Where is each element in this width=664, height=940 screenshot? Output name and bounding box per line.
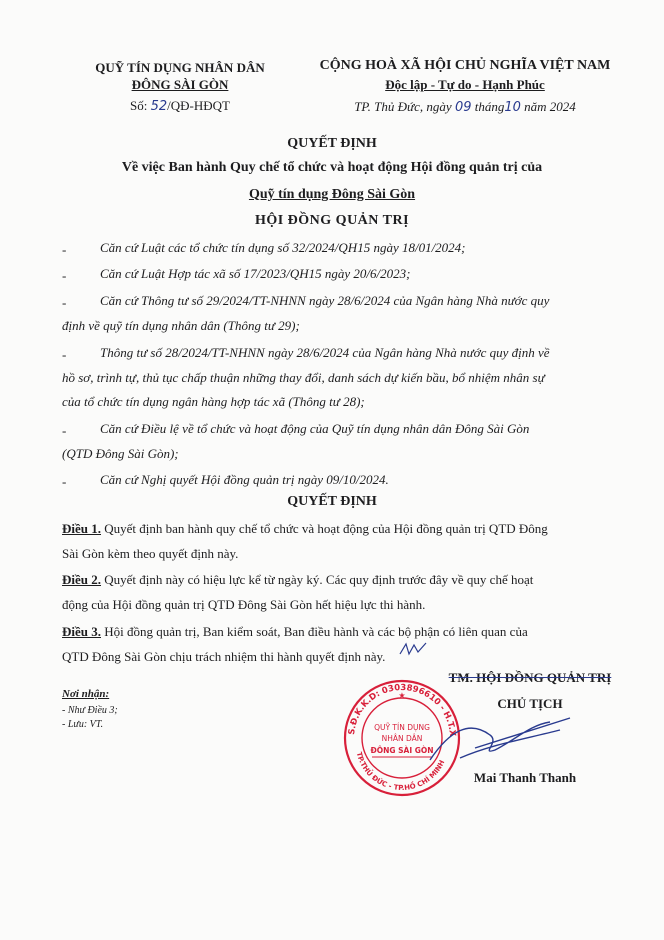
article-3-line1	[62, 624, 528, 640]
article-1-text: Quyết định ban hành quy chế tổ chức và hoạt động của Hội đồng quản trị QTD Đông	[101, 521, 548, 536]
decision-subject-org-text: Quỹ tín dụng Đông Sài Gòn	[248, 187, 416, 202]
recipient-1: - Như Điều 3;	[62, 705, 118, 716]
signature-title: CHỦ TỊCH	[497, 696, 563, 711]
date-mid: tháng	[474, 99, 505, 114]
decision-subject: Về việc Ban hành Quy chế tổ chức và hoạt động Hội đồng quản trị của	[121, 160, 543, 175]
stamp-center-1: QUỸ TÍN DỤNG	[374, 723, 430, 732]
initial-mark	[398, 640, 428, 660]
article-1-label: Điều 1.	[62, 521, 101, 536]
decision-heading: QUYẾT ĐỊNH	[287, 494, 377, 509]
date-suffix: năm 2024	[524, 99, 576, 114]
document-number	[80, 98, 280, 114]
basis-2: Căn cứ Luật Hợp tác xã số 17/2023/QH15 ngày 20/6/2023;	[100, 266, 411, 281]
bullet-dash: -	[62, 295, 67, 310]
date-day: 09	[454, 100, 472, 115]
date-month: 10	[504, 100, 521, 115]
issuing-body: HỘI ĐỒNG QUẢN TRỊ	[254, 213, 410, 228]
doc-no-prefix: Số:	[130, 98, 148, 113]
recipients-label: Nơi nhận:	[62, 688, 110, 700]
signature-on-behalf: TM. HỘI ĐỒNG QUẢN TRỊ	[448, 670, 612, 685]
article-1-line1	[62, 521, 548, 537]
doc-no-suffix: /QĐ-HĐQT	[167, 98, 230, 113]
bullet-dash: -	[62, 347, 67, 362]
bullet-dash: -	[62, 242, 67, 257]
star-icon: ★	[398, 691, 406, 700]
nation-motto	[300, 77, 630, 93]
article-3-text: Hội đồng quản trị, Ban kiểm soát, Ban điều hành và các bộ phận có liên quan của	[101, 624, 528, 639]
doc-no-handwritten: 52	[150, 99, 168, 114]
basis-4-line1: Thông tư số 28/2024/TT-NHNN ngày 28/6/2024 của Ngân hàng Nhà nước quy định về	[100, 345, 550, 360]
bullet-dash: -	[62, 268, 67, 283]
handwritten-signature	[420, 700, 580, 780]
org-name-line2: ĐÔNG SÀI GÒN	[131, 77, 229, 92]
nation-title: CỘNG HOÀ XÃ HỘI CHỦ NGHĨA VIỆT NAM	[319, 58, 611, 73]
basis-6: Căn cứ Nghị quyết Hội đồng quản trị ngày 09/10/2024.	[100, 472, 389, 487]
article-2-label: Điều 2.	[62, 572, 101, 587]
article-1-line2: Sài Gòn kèm theo quyết định này.	[62, 546, 239, 561]
basis-1: Căn cứ Luật các tổ chức tín dụng số 32/2024/QH15 ngày 18/01/2024;	[100, 240, 466, 255]
decision-title: QUYẾT ĐỊNH	[287, 136, 377, 151]
basis-3-line2: định về quỹ tín dụng nhân dân (Thông tư 29);	[62, 318, 300, 333]
article-2-line1	[62, 572, 533, 588]
stamp-center-2: NHÂN DÂN	[381, 734, 423, 743]
issue-date	[300, 99, 630, 115]
org-name-line1: QUỸ TÍN DỤNG NHÂN DÂN	[95, 60, 265, 75]
date-prefix: TP. Thủ Đức, ngày	[354, 99, 452, 114]
article-2-text: Quyết định này có hiệu lực kể từ ngày ký. Các quy định trước đây về quy chế hoạt	[101, 572, 534, 587]
article-3-label: Điều 3.	[62, 624, 101, 639]
article-2-line2: động của Hội đồng quản trị QTD Đông Sài Gòn hết hiệu lực thi hành.	[62, 597, 426, 612]
signer-name: Mai Thanh Thanh	[473, 770, 577, 785]
decision-subject-org	[0, 187, 664, 203]
stamp-ring-bottom: TP.THỦ ĐỨC - TP.HỒ CHÍ MINH	[354, 751, 447, 793]
recipient-2: - Lưu: VT.	[62, 719, 104, 730]
article-3-line2: QTD Đông Sài Gòn chịu trách nhiệm thi hành quyết định này.	[62, 649, 386, 664]
basis-4-line2: hồ sơ, trình tự, thủ tục chấp thuận những thay đổi, danh sách dự kiến bầu, bổ nhiệm nhân sự	[62, 370, 545, 385]
nation-motto-text: Độc lập - Tự do - Hạnh Phúc	[385, 77, 545, 92]
stamp-center-3: ĐÔNG SÀI GÒN	[370, 746, 434, 755]
basis-5-line1: Căn cứ Điều lệ về tổ chức và hoạt động của Quỹ tín dụng nhân dân Đông Sài Gòn	[100, 421, 530, 436]
bullet-dash: -	[62, 474, 67, 489]
bullet-dash: -	[62, 423, 67, 438]
basis-3-line1: Căn cứ Thông tư số 29/2024/TT-NHNN ngày 28/6/2024 của Ngân hàng Nhà nước quy	[100, 293, 550, 308]
basis-5-line2: (QTD Đông Sài Gòn);	[62, 446, 179, 461]
basis-4-line3: của tổ chức tín dụng ngân hàng hợp tác xã (Thông tư 28);	[62, 394, 365, 409]
stamp-ring-top: S.Đ.K.K.D: 0303896610 - H.T.X	[347, 682, 458, 737]
